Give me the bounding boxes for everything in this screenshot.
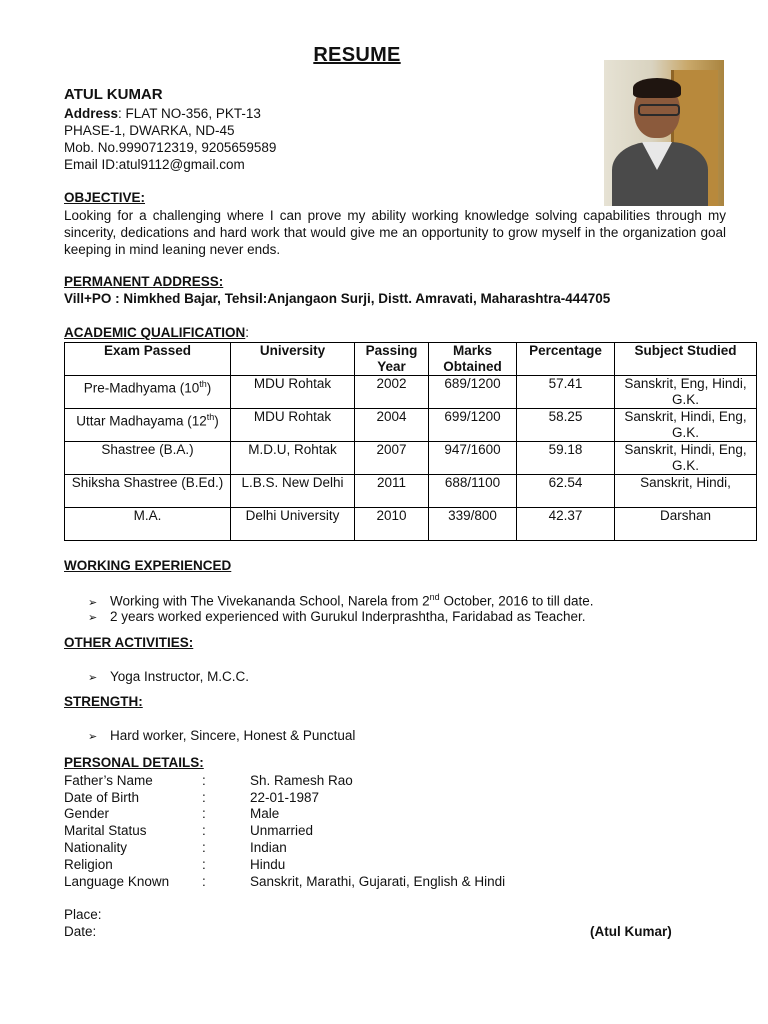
academic-heading: ACADEMIC QUALIFICATION bbox=[64, 325, 246, 340]
exam-cell: Uttar Madhayama (12th) bbox=[65, 409, 231, 442]
table-row bbox=[65, 475, 757, 508]
address-label: Address bbox=[64, 106, 119, 121]
percentage-cell: 59.18 bbox=[517, 442, 615, 475]
personal-details-heading: PERSONAL DETAILS: bbox=[64, 755, 204, 770]
marks-cell: 688/1100 bbox=[429, 475, 517, 508]
exam-cell: M.A. bbox=[65, 508, 231, 541]
email-address: Email ID:atul9112@gmail.com bbox=[64, 157, 245, 172]
percentage-cell: 42.37 bbox=[517, 508, 615, 541]
university-cell: MDU Rohtak bbox=[231, 409, 355, 442]
percentage-cell: 62.54 bbox=[517, 475, 615, 508]
resume-title: RESUME bbox=[313, 44, 401, 66]
address-line-1 bbox=[64, 106, 261, 122]
address-line-1-value: : FLAT NO-356, PKT-13 bbox=[118, 106, 261, 121]
percentage-cell: 57.41 bbox=[517, 376, 615, 409]
university-cell: L.B.S. New Delhi bbox=[231, 475, 355, 508]
signature-name: (Atul Kumar) bbox=[590, 924, 672, 939]
experience-heading: WORKING EXPERIENCED bbox=[64, 558, 232, 573]
university-cell: M.D.U, Rohtak bbox=[231, 442, 355, 475]
list-item: ➢ Hard worker, Sincere, Honest & Punctual bbox=[88, 728, 356, 743]
candidate-name: ATUL KUMAR bbox=[64, 86, 163, 103]
exam-cell: Shiksha Shastree (B.Ed.) bbox=[65, 475, 231, 508]
place-label: Place: bbox=[64, 907, 102, 922]
list-item: ➢ Yoga Instructor, M.C.C. bbox=[88, 669, 250, 684]
table-row bbox=[65, 409, 757, 442]
subjects-cell: Sanskrit, Hindi, Eng, G.K. bbox=[615, 409, 757, 442]
marks-cell: 947/1600 bbox=[429, 442, 517, 475]
arrow-bullet-icon: ➢ bbox=[88, 596, 98, 609]
mobile-number: Mob. No.9990712319, 9205659589 bbox=[64, 140, 277, 155]
list-item: ➢ 2 years worked experienced with Gurukul Inderprashtha, Faridabad as Teacher. bbox=[88, 609, 586, 624]
profile-photo bbox=[604, 60, 724, 206]
year-cell: 2010 bbox=[355, 508, 429, 541]
year-cell: 2004 bbox=[355, 409, 429, 442]
exam-cell: Shastree (B.A.) bbox=[65, 442, 231, 475]
subjects-cell: Darshan bbox=[615, 508, 757, 541]
column-header: Passing Year bbox=[355, 343, 429, 376]
percentage-cell: 58.25 bbox=[517, 409, 615, 442]
table-row bbox=[65, 508, 757, 541]
activities-heading: OTHER ACTIVITIES: bbox=[64, 635, 194, 650]
year-cell: 2007 bbox=[355, 442, 429, 475]
objective-text: Looking for a challenging where I can prove my ability working knowledge solving capabilities through my sincerity, dedications and hard work that would give me an opportunity to grow myself in the organization goal keeping in mind leaning never ends. bbox=[64, 208, 726, 257]
year-cell: 2011 bbox=[355, 475, 429, 508]
subjects-cell: Sanskrit, Eng, Hindi, G.K. bbox=[615, 376, 757, 409]
marks-cell: 699/1200 bbox=[429, 409, 517, 442]
address-line-2: PHASE-1, DWARKA, ND-45 bbox=[64, 123, 235, 138]
list-item: ➢ Working with The Vivekananda School, Narela from 2nd October, 2016 to till date. bbox=[88, 592, 594, 609]
exam-cell: Pre-Madhyama (10th) bbox=[65, 376, 231, 409]
column-header: Subject Studied bbox=[615, 343, 757, 376]
column-header: University bbox=[231, 343, 355, 376]
academic-heading-row bbox=[64, 325, 249, 341]
university-cell: MDU Rohtak bbox=[231, 376, 355, 409]
marks-cell: 689/1200 bbox=[429, 376, 517, 409]
permanent-address-heading: PERMANENT ADDRESS: bbox=[64, 274, 224, 289]
arrow-bullet-icon: ➢ bbox=[88, 612, 98, 624]
table-row bbox=[65, 376, 757, 409]
date-label: Date: bbox=[64, 924, 97, 939]
column-header: Percentage bbox=[517, 343, 615, 376]
academic-table-header bbox=[65, 343, 757, 376]
arrow-bullet-icon: ➢ bbox=[88, 731, 98, 743]
academic-heading-colon: : bbox=[245, 325, 250, 340]
university-cell: Delhi University bbox=[231, 508, 355, 541]
subjects-cell: Sanskrit, Hindi, Eng, G.K. bbox=[615, 442, 757, 475]
column-header: Marks Obtained bbox=[429, 343, 517, 376]
strength-heading: STRENGTH: bbox=[64, 694, 143, 709]
marks-cell: 339/800 bbox=[429, 508, 517, 541]
year-cell: 2002 bbox=[355, 376, 429, 409]
objective-heading: OBJECTIVE: bbox=[64, 190, 146, 205]
column-header: Exam Passed bbox=[65, 343, 231, 376]
permanent-address-text: Vill+PO : Nimkhed Bajar, Tehsil:Anjangaon Surji, Distt. Amravati, Maharashtra-444705 bbox=[64, 291, 611, 306]
table-row bbox=[65, 442, 757, 475]
arrow-bullet-icon: ➢ bbox=[88, 672, 98, 684]
resume-page: RESUME ATUL KUMAR Address: FLAT NO-356, PKT-13 PHASE-1, DWARKA, ND-45 Mob. No.9990712319, 9205659589 Email ID:atul9112@gmail.com OBJECTIVE: Looking for a challenging where I can prove my ability working knowledge solving capabilities through my sincerity, dedications and hard work that would give me an opportunity to grow myself in the organization goal keeping in mind leaning never ends. PERMANENT ADDRESS: Vill+PO : Nimkhed Bajar, Tehsil:Anjangaon Surji, Distt. Amravati, Maharashtra-444705 ACADEMIC QUALIFICATION: Exam Passed University Passing Year Marks Obtained Percentage Subject Studied Pre-Madhyama (10th) MDU Rohtak 2002 689/1200 57.41 Sanskrit, Eng, Hindi, G.K. Uttar Madhayama (12th) MDU Rohtak 2004 699/1200 58.25 Sanskrit, Hindi, Eng, G.K. Shastree (B.A.) M.D.U, Rohtak 2007 947/1600 59.18 Sanskrit, Hindi, Eng, G.K. Shiksha Shastree (B.Ed.) L.B.S. New Delhi 2011 688/1100 62.54 Sanskrit, Hindi, M.A. Delhi University 2010 339/800 42.37 Darshan WORKING EXPERIENCED ➢ Working with The Vivekananda School, Narela from 2nd October, 2016 to till date. ➢ 2 years worked experienced with Gurukul Inderprashtha, Faridabad as Teacher. OTHER ACTIVITIES: ➢ Yoga Instructor, M.C.C. STRENGTH: ➢ Hard worker, Sincere, Honest & Punctual PERSONAL DETAILS: Father’s Name : Sh. Ramesh Rao Date of Birth : 22-01-1987 Gender : Male Marital Status : Unmarried Nationality : Indian Religion : Hindu Language Known : Sanskrit, Marathi, Gujarati, English & Hindi Place: Date: (Atul Kumar) bbox=[0, 0, 768, 1024]
academic-table bbox=[64, 342, 757, 541]
subjects-cell: Sanskrit, Hindi, bbox=[615, 475, 757, 508]
